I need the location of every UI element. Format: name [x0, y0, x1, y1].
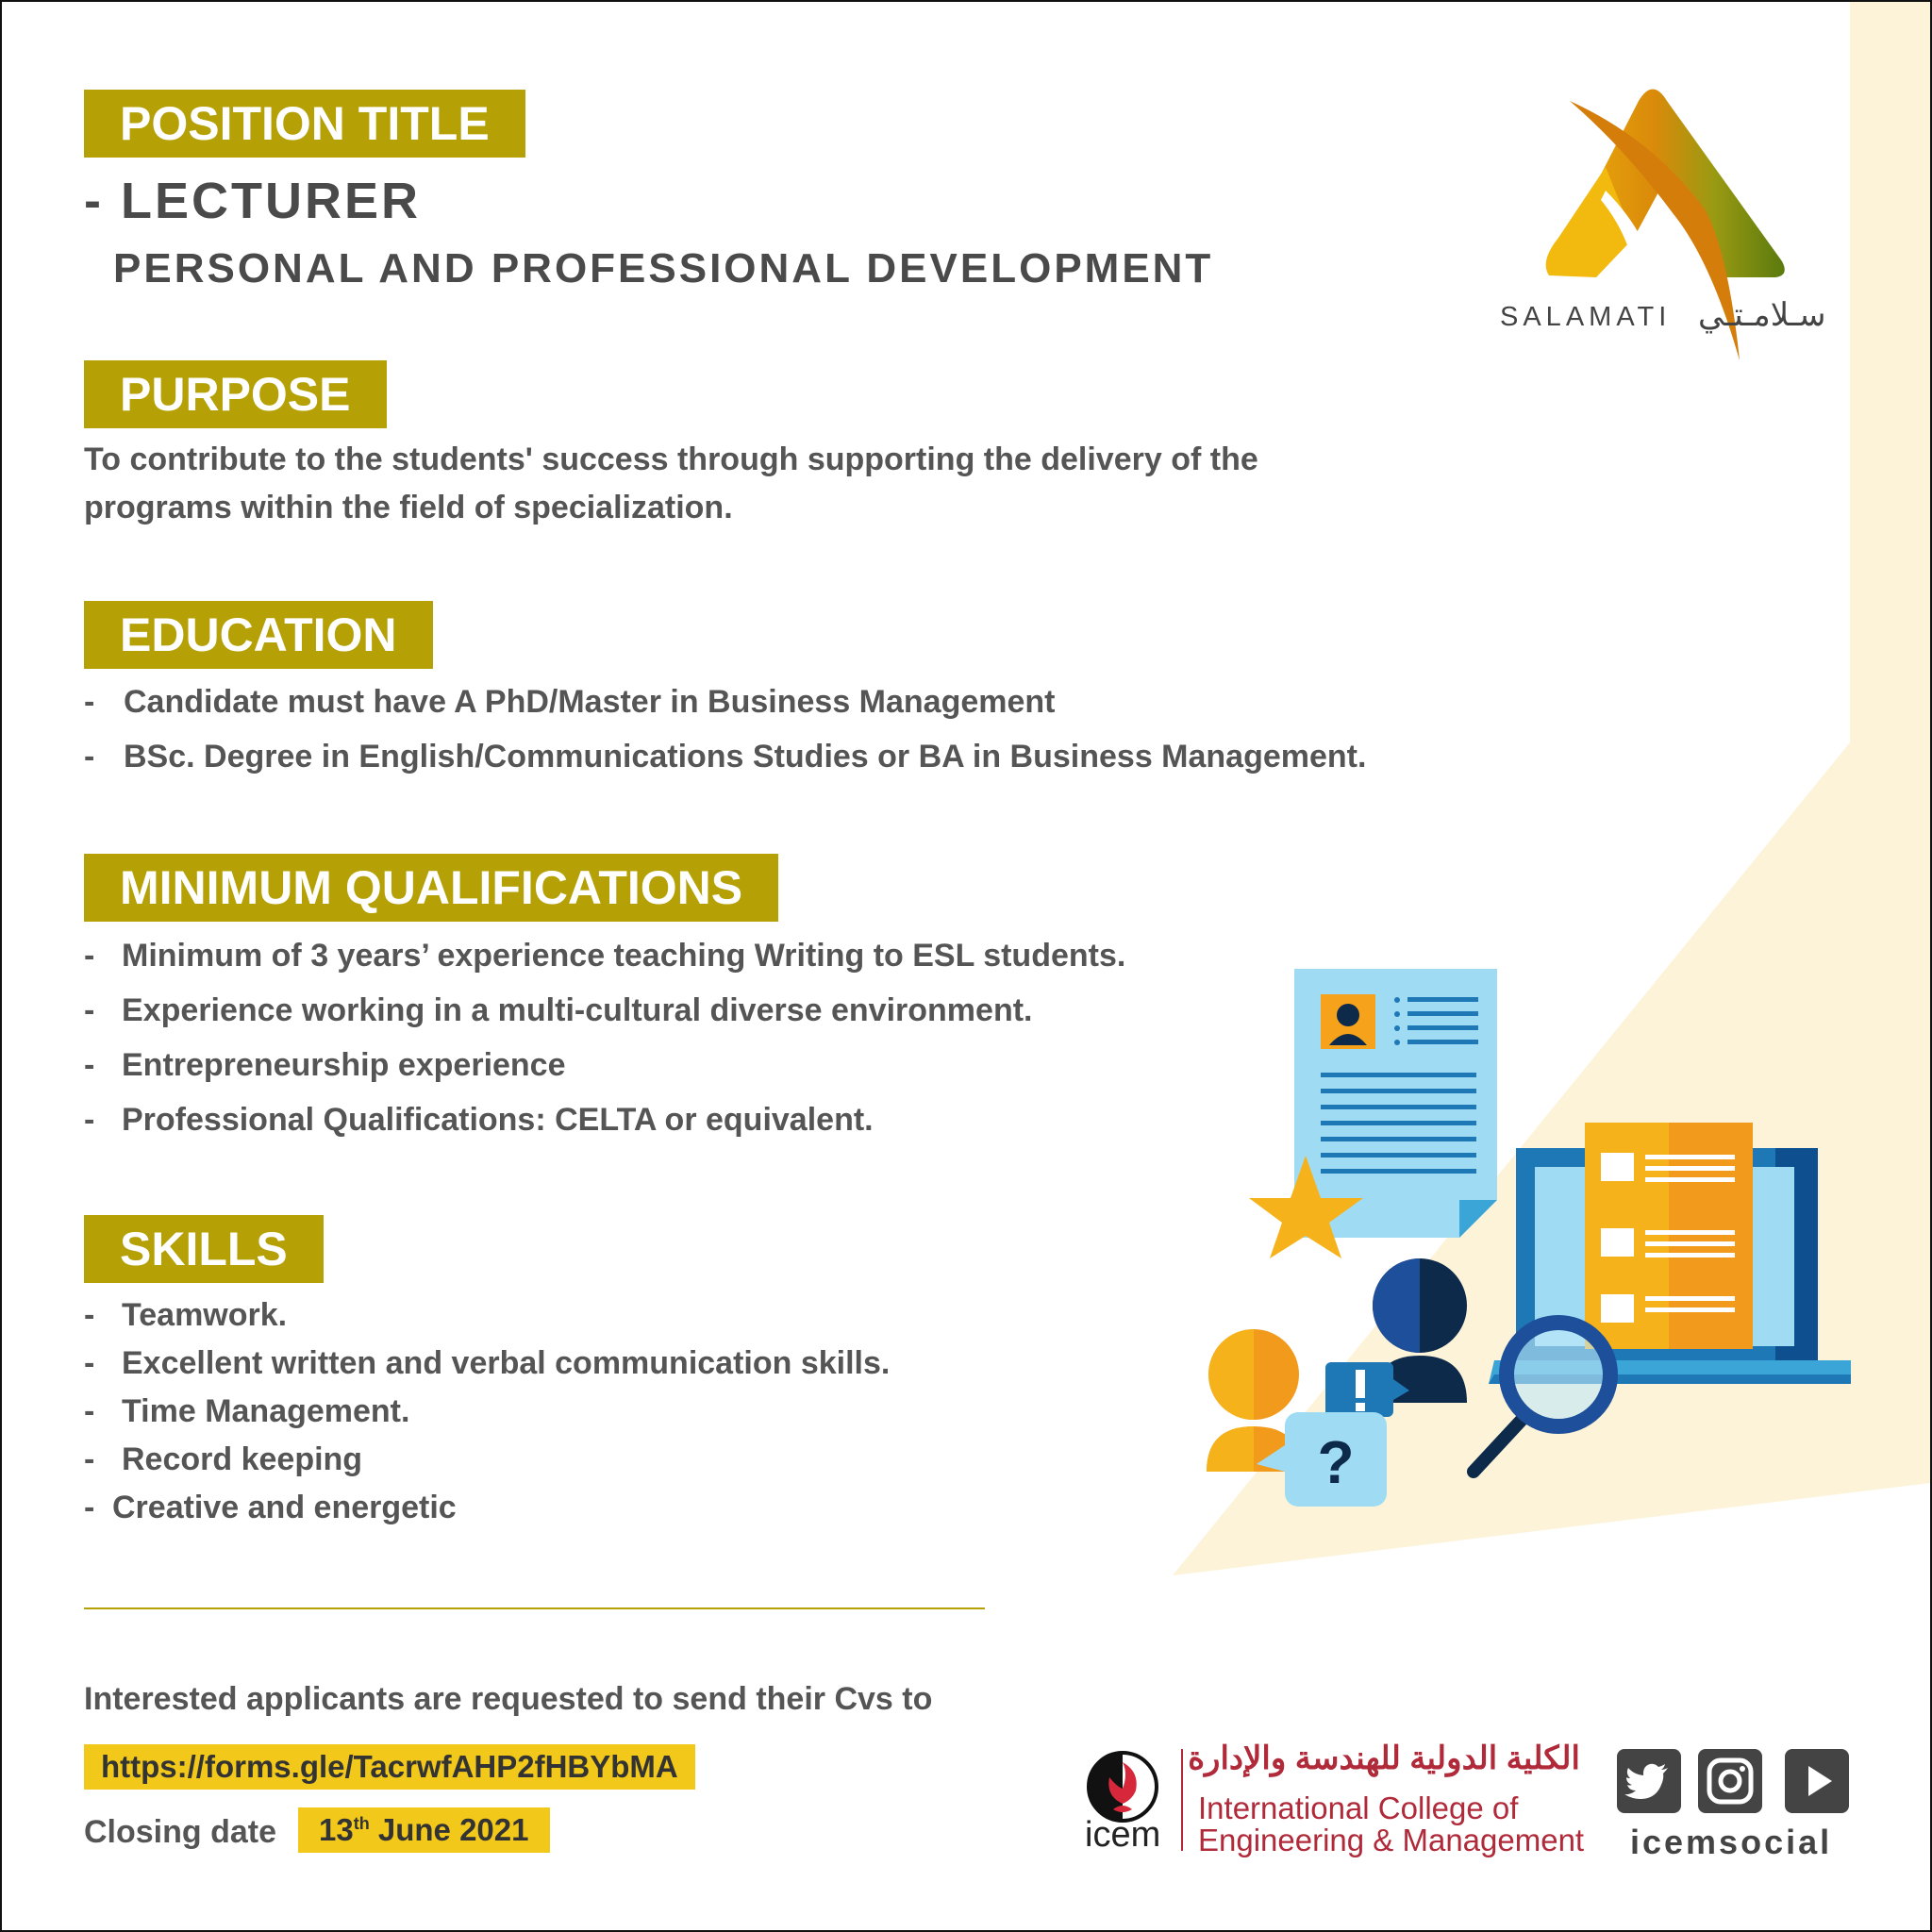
- list-item: - Candidate must have A PhD/Master in Business Management: [84, 684, 1056, 720]
- cv-document-icon: [1294, 969, 1497, 1238]
- purpose-header: PURPOSE: [84, 360, 387, 428]
- icem-wordmark: icem: [1085, 1815, 1161, 1855]
- skills-header: SKILLS: [84, 1215, 324, 1283]
- icem-english-name-line2: Engineering & Management: [1198, 1823, 1585, 1857]
- question-bubble-icon: [1257, 1412, 1387, 1507]
- salamati-wordmark: SALAMATI: [1500, 302, 1672, 332]
- position-title-line2: PERSONAL AND PROFESSIONAL DEVELOPMENT: [113, 245, 1214, 291]
- list-item: - BSc. Degree in English/Communications Studies or BA in Business Management.: [84, 739, 1367, 774]
- logo-separator: [1181, 1749, 1183, 1851]
- qualifications-header: MINIMUM QUALIFICATIONS: [84, 854, 778, 922]
- closing-date-label: Closing date: [84, 1814, 277, 1850]
- position-title-header: POSITION TITLE: [84, 90, 525, 158]
- list-item: - Teamwork.: [84, 1297, 288, 1333]
- list-item: - Time Management.: [84, 1393, 410, 1429]
- list-item: - Minimum of 3 years’ experience teaching Writing to ESL students.: [84, 938, 1126, 974]
- list-item: - Creative and energetic: [84, 1490, 457, 1525]
- magnifier-icon: [1474, 1323, 1610, 1472]
- list-item: - Experience working in a multi-cultural diverse environment.: [84, 992, 1033, 1028]
- education-list: [84, 675, 1366, 784]
- closing-date-value: 13th June 2021: [298, 1807, 550, 1853]
- education-header: EDUCATION: [84, 601, 433, 669]
- recruitment-illustration: [1191, 955, 1851, 1521]
- social-handle: icemsocial: [1630, 1823, 1833, 1861]
- instagram-icon[interactable]: [1698, 1749, 1762, 1813]
- apply-instructions: Interested applicants are requested to send their Cvs to: [84, 1681, 933, 1717]
- qualifications-list: [84, 928, 1125, 1147]
- icem-english-name-line1: International College of: [1198, 1790, 1519, 1825]
- salamati-arabic-wordmark: سـلامـتـي: [1698, 297, 1826, 333]
- twitter-icon[interactable]: [1617, 1749, 1681, 1813]
- icem-arabic-name: الكلية الدولية للهندسة والإدارة: [1188, 1740, 1580, 1776]
- position-title-line1: - LECTURER: [84, 173, 421, 229]
- application-link[interactable]: https://forms.gle/TacrwfAHP2fHBYbMA: [84, 1744, 695, 1790]
- youtube-icon[interactable]: [1785, 1749, 1849, 1813]
- list-item: - Professional Qualifications: CELTA or equivalent.: [84, 1102, 874, 1138]
- svg-text:?: ?: [1317, 1428, 1355, 1496]
- section-divider: [84, 1607, 985, 1609]
- skills-list: [84, 1291, 890, 1532]
- list-item: - Record keeping: [84, 1441, 363, 1477]
- purpose-text: To contribute to the students' success through supporting the delivery of the programs within the field of specialization.: [84, 441, 1258, 525]
- list-item: - Entrepreneurship experience: [84, 1047, 566, 1083]
- list-item: - Excellent written and verbal communication skills.: [84, 1345, 891, 1381]
